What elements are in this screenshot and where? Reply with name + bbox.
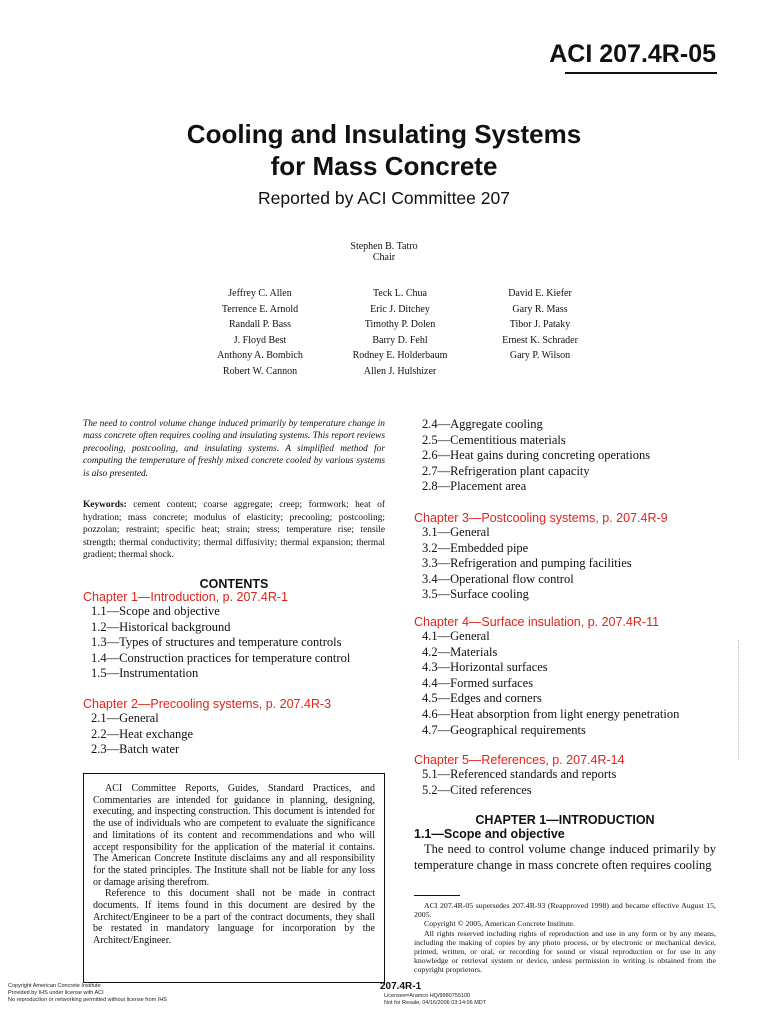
- members-column-2: [320, 286, 480, 380]
- toc-chapter-2: [83, 697, 331, 758]
- member-name: Anthony A. Bombich: [217, 350, 303, 362]
- footnote-supersedes: ACI 207.4R-05 supersedes 207.4R-93 (Reapproved 1998) and became effective August 15, 2005.: [414, 901, 716, 920]
- member-name: J. Floyd Best: [233, 334, 287, 346]
- toc-item: 5.1—Referenced standards and reports: [422, 767, 617, 781]
- member-name: Timothy P. Dolen: [364, 319, 436, 331]
- title-line-2: for Mass Concrete: [270, 151, 498, 181]
- toc-chapter-title: Chapter 3—Postcooling systems, p. 207.4R-9: [414, 511, 668, 525]
- toc-item: 1.5—Instrumentation: [91, 666, 199, 681]
- toc-item: 2.6—Heat gains during concreting operations: [422, 448, 651, 463]
- title-line-1: Cooling and Insulating Systems: [186, 119, 582, 149]
- member-name: Randall P. Bass: [229, 319, 291, 331]
- keywords: [83, 499, 385, 562]
- toc-item: 2.8—Placement area: [422, 479, 527, 494]
- toc-item: 4.6—Heat absorption from light energy penetration: [422, 706, 680, 721]
- chair-role: Chair: [372, 252, 396, 263]
- toc-item: 5.2—Cited references: [422, 782, 532, 797]
- member-name: Jeffrey C. Allen: [228, 288, 292, 299]
- chapter-1-section: [414, 813, 716, 873]
- toc-item: 4.7—Geographical requirements: [422, 722, 586, 737]
- member-name: Allen J. Hulshizer: [363, 365, 437, 377]
- toc-item: 2.7—Refrigeration plant capacity: [422, 463, 590, 478]
- toc-item: 3.1—General: [422, 525, 490, 539]
- member-name: Teck L. Chua: [372, 288, 427, 299]
- document-number: ACI 207.4R-05: [549, 40, 716, 68]
- toc-chapter-title: Chapter 2—Precooling systems, p. 207.4R-3: [83, 697, 332, 711]
- toc-item: 1.4—Construction practices for temperature control: [91, 650, 351, 665]
- member-name: Gary R. Mass: [512, 303, 568, 315]
- section-heading: 1.1—Scope and objective: [414, 827, 565, 841]
- footnote: [414, 901, 716, 975]
- reported-by: Reported by ACI Committee 207: [258, 188, 510, 208]
- member-name: Ernest K. Schrader: [502, 334, 578, 346]
- toc-item: 3.2—Embedded pipe: [422, 540, 529, 555]
- chapter-heading: CHAPTER 1—INTRODUCTION: [475, 813, 655, 827]
- contents-heading: CONTENTS: [199, 577, 269, 591]
- footer-license-left: [8, 983, 167, 1004]
- footnote-rights: All rights reserved including rights of reproduction and use in any form or by any means, including the making of copies by any photo process, or by electronic or mechanical device, printed, written, or oral, or recording for sound or visual reproduction or for use in any knowledge or retrieval system or device, unless permission in writing is obtained from the copyright proprietors.: [414, 928, 716, 975]
- member-name: Robert W. Cannon: [222, 365, 298, 377]
- chair-name: Stephen B. Tatro: [350, 241, 418, 252]
- footer-line: Licensee=Aramco HQ/9980755100: [384, 993, 471, 999]
- toc-chapter-title: Chapter 5—References, p. 207.4R-14: [414, 753, 625, 767]
- toc-item: 2.4—Aggregate cooling: [422, 417, 543, 431]
- footer-line: No reproduction or networking permitted without license from IHS: [8, 997, 167, 1003]
- toc-item: 4.5—Edges and corners: [422, 691, 542, 706]
- toc-item: 3.5—Surface cooling: [422, 587, 529, 602]
- toc-item: 2.5—Cementitious materials: [422, 432, 566, 447]
- toc-chapter-title: Chapter 1—Introduction, p. 207.4R-1: [83, 590, 288, 604]
- body-paragraph: The need to control volume change induced primarily by temperature change in mass concrete often requires cooling: [414, 842, 716, 872]
- toc-item: 3.4—Operational flow control: [422, 571, 574, 586]
- toc-chapter-2-continued: [414, 417, 650, 495]
- toc-chapter-5: [414, 753, 625, 798]
- page-number: 207.4R-1: [380, 981, 422, 992]
- footnote-copyright: Copyright © 2005, American Concrete Institute.: [424, 919, 575, 929]
- margin-marks: [738, 640, 743, 760]
- committee-chair: [0, 241, 768, 263]
- toc-item: 1.3—Types of structures and temperature controls: [91, 635, 342, 650]
- toc-chapter-4: [414, 615, 679, 738]
- members-column-1: [180, 286, 340, 380]
- toc-chapter-1: [83, 590, 350, 682]
- disclaimer-box: [83, 773, 385, 983]
- member-name: Terrence E. Arnold: [221, 303, 299, 315]
- member-name: Eric J. Ditchey: [370, 303, 430, 315]
- footer-line: Copyright American Concrete Institute: [8, 983, 101, 989]
- members-column-3: [460, 286, 620, 364]
- toc-item: 3.3—Refrigeration and pumping facilities: [422, 556, 632, 571]
- header-rule: [565, 72, 717, 74]
- disclaimer-paragraph: ACI Committee Reports, Guides, Standard Practices, and Commentaries are intended for guidance in planning, designing, executing, and inspecting construction. This document is intended for the use of individuals who are competent to evaluate the significance and limitations of its content and recommendations and who will accept responsibility for the application of the material it contains. The American Concrete Institute disclaims any and all responsibility for the stated principles. The Institute shall not be liable for any loss or damage arising therefrom.: [93, 783, 375, 888]
- footer-line: Provided by IHS under license with ACI: [8, 990, 104, 996]
- toc-item: 1.1—Scope and objective: [91, 604, 220, 618]
- toc-item: 4.3—Horizontal surfaces: [422, 660, 548, 675]
- document-title: [0, 118, 768, 182]
- toc-item: 1.2—Historical background: [91, 619, 231, 634]
- keywords-label: Keywords:: [83, 500, 127, 510]
- footer-line: Not for Resale, 04/16/2006 03:14:06 MDT: [384, 1000, 487, 1006]
- abstract: The need to control volume change induced primarily by temperature change in mass concrete often requires cooling and insulating systems. This report reviews precooling, postcooling, and insulating systems. A simplified method for computing the temperature of freshly mixed concrete cooled by various systems is also presented.: [83, 419, 385, 479]
- keywords-text: cement content; coarse aggregate; creep; formwork; heat of hydration; mass concrete; modulus of elasticity; precooling; postcooling; pozzolan; restraint; specific heat; strain; stress; temperature rise; tensile strength; thermal conductivity; thermal diffusivity; thermal expansion; thermal gradient; thermal shock.: [83, 500, 385, 561]
- member-name: David E. Kiefer: [508, 288, 572, 299]
- toc-item: 2.2—Heat exchange: [91, 726, 194, 741]
- toc-item: 4.2—Materials: [422, 644, 498, 659]
- footer-license-right: [384, 993, 486, 1007]
- toc-chapter-3: [414, 511, 668, 603]
- toc-item: 4.4—Formed surfaces: [422, 675, 534, 690]
- toc-item: 4.1—General: [422, 629, 490, 643]
- member-name: Tibor J. Pataky: [509, 319, 571, 331]
- toc-item: 2.1—General: [91, 711, 159, 725]
- member-name: Barry D. Fehl: [372, 334, 428, 346]
- footnote-rule: [414, 895, 460, 896]
- toc-chapter-title: Chapter 4—Surface insulation, p. 207.4R-11: [414, 615, 660, 629]
- toc-item: 2.3—Batch water: [91, 742, 180, 757]
- member-name: Gary P. Wilson: [509, 350, 571, 362]
- member-name: Rodney E. Holderbaum: [352, 350, 448, 362]
- disclaimer-paragraph: Reference to this document shall not be made in contract documents. If items found in this document are desired by the Architect/Engineer to be a part of the contract documents, they shall be restated in mandatory language for incorporation by the Architect/Engineer.: [93, 888, 375, 947]
